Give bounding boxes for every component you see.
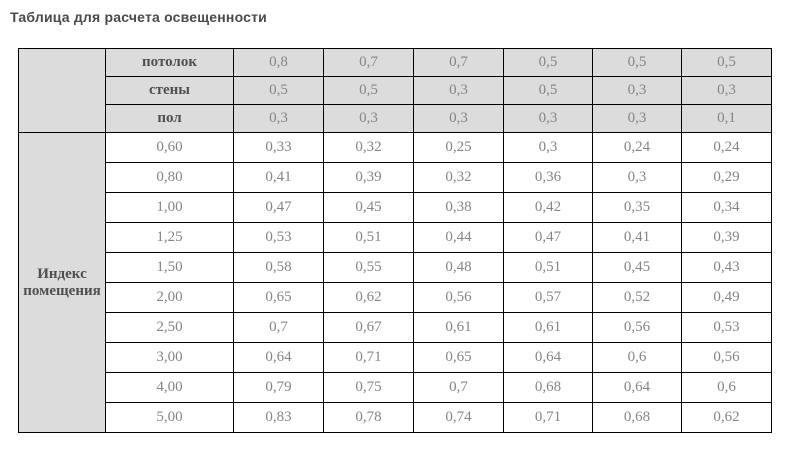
utilization-value: 0,65 [234,283,324,313]
surface-label-1: стены [106,77,234,105]
utilization-value: 0,47 [504,223,593,253]
surface-row [19,105,772,133]
utilization-value: 0,53 [682,313,772,343]
utilization-value: 0,64 [234,343,324,373]
utilization-value: 0,29 [682,163,772,193]
surface-label-2: пол [106,105,234,133]
utilization-value: 0,47 [234,193,324,223]
utilization-value: 0,68 [593,403,682,433]
utilization-value: 0,45 [324,193,414,223]
utilization-value: 0,83 [234,403,324,433]
utilization-value: 0,25 [414,133,504,163]
utilization-value: 0,49 [682,283,772,313]
surface-value: 0,3 [414,105,504,133]
index-row [19,403,772,433]
surface-value: 0,3 [414,77,504,105]
utilization-value: 0,38 [414,193,504,223]
index-value: 1,50 [106,253,234,283]
corner-cell [19,49,106,133]
utilization-value: 0,44 [414,223,504,253]
utilization-value: 0,62 [324,283,414,313]
utilization-value: 0,51 [504,253,593,283]
index-value: 2,50 [106,313,234,343]
surface-value: 0,5 [504,77,593,105]
index-row [19,253,772,283]
index-value: 5,00 [106,403,234,433]
surface-value: 0,5 [234,77,324,105]
surface-value: 0,5 [324,77,414,105]
utilization-value: 0,41 [593,223,682,253]
utilization-value: 0,41 [234,163,324,193]
surface-value: 0,3 [682,77,772,105]
utilization-value: 0,3 [504,133,593,163]
utilization-value: 0,33 [234,133,324,163]
utilization-value: 0,61 [504,313,593,343]
utilization-value: 0,71 [324,343,414,373]
utilization-value: 0,65 [414,343,504,373]
surface-row [19,77,772,105]
surface-value: 0,5 [593,49,682,77]
utilization-value: 0,32 [414,163,504,193]
utilization-value: 0,67 [324,313,414,343]
surface-value: 0,7 [324,49,414,77]
utilization-value: 0,62 [682,403,772,433]
index-value: 3,00 [106,343,234,373]
surface-value: 0,3 [593,77,682,105]
utilization-value: 0,78 [324,403,414,433]
index-value: 0,60 [106,133,234,163]
index-row [19,163,772,193]
utilization-value: 0,35 [593,193,682,223]
surface-value: 0,3 [593,105,682,133]
illumination-table [18,48,772,433]
surface-label-0: потолок [106,49,234,77]
index-row [19,193,772,223]
utilization-value: 0,55 [324,253,414,283]
surface-value: 0,3 [324,105,414,133]
utilization-value: 0,7 [414,373,504,403]
surface-value: 0,8 [234,49,324,77]
utilization-value: 0,64 [504,343,593,373]
surface-value: 0,1 [682,105,772,133]
surface-value: 0,5 [682,49,772,77]
table-body [19,49,772,433]
utilization-value: 0,32 [324,133,414,163]
utilization-value: 0,75 [324,373,414,403]
surface-value: 0,3 [504,105,593,133]
surface-row [19,49,772,77]
page-title: Таблица для расчета освещенности [10,9,267,25]
index-value: 2,00 [106,283,234,313]
index-value: 0,80 [106,163,234,193]
index-row [19,133,772,163]
utilization-value: 0,6 [682,373,772,403]
utilization-value: 0,48 [414,253,504,283]
surface-value: 0,3 [234,105,324,133]
utilization-value: 0,43 [682,253,772,283]
utilization-value: 0,68 [504,373,593,403]
utilization-value: 0,24 [682,133,772,163]
utilization-value: 0,58 [234,253,324,283]
utilization-value: 0,7 [234,313,324,343]
utilization-value: 0,42 [504,193,593,223]
row-header-index-label: Индекс помещения [19,133,106,433]
index-row [19,313,772,343]
utilization-value: 0,64 [593,373,682,403]
utilization-value: 0,56 [593,313,682,343]
index-row [19,343,772,373]
utilization-value: 0,74 [414,403,504,433]
utilization-value: 0,61 [414,313,504,343]
surface-value: 0,7 [414,49,504,77]
utilization-value: 0,6 [593,343,682,373]
index-row [19,283,772,313]
utilization-value: 0,3 [593,163,682,193]
utilization-value: 0,56 [682,343,772,373]
utilization-value: 0,79 [234,373,324,403]
utilization-value: 0,51 [324,223,414,253]
utilization-value: 0,39 [682,223,772,253]
index-row [19,373,772,403]
index-value: 1,00 [106,193,234,223]
utilization-value: 0,34 [682,193,772,223]
utilization-value: 0,36 [504,163,593,193]
utilization-value: 0,71 [504,403,593,433]
utilization-value: 0,24 [593,133,682,163]
utilization-value: 0,53 [234,223,324,253]
index-value: 1,25 [106,223,234,253]
utilization-value: 0,45 [593,253,682,283]
utilization-value: 0,57 [504,283,593,313]
utilization-value: 0,52 [593,283,682,313]
utilization-value: 0,39 [324,163,414,193]
index-value: 4,00 [106,373,234,403]
utilization-value: 0,56 [414,283,504,313]
surface-value: 0,5 [504,49,593,77]
index-row [19,223,772,253]
